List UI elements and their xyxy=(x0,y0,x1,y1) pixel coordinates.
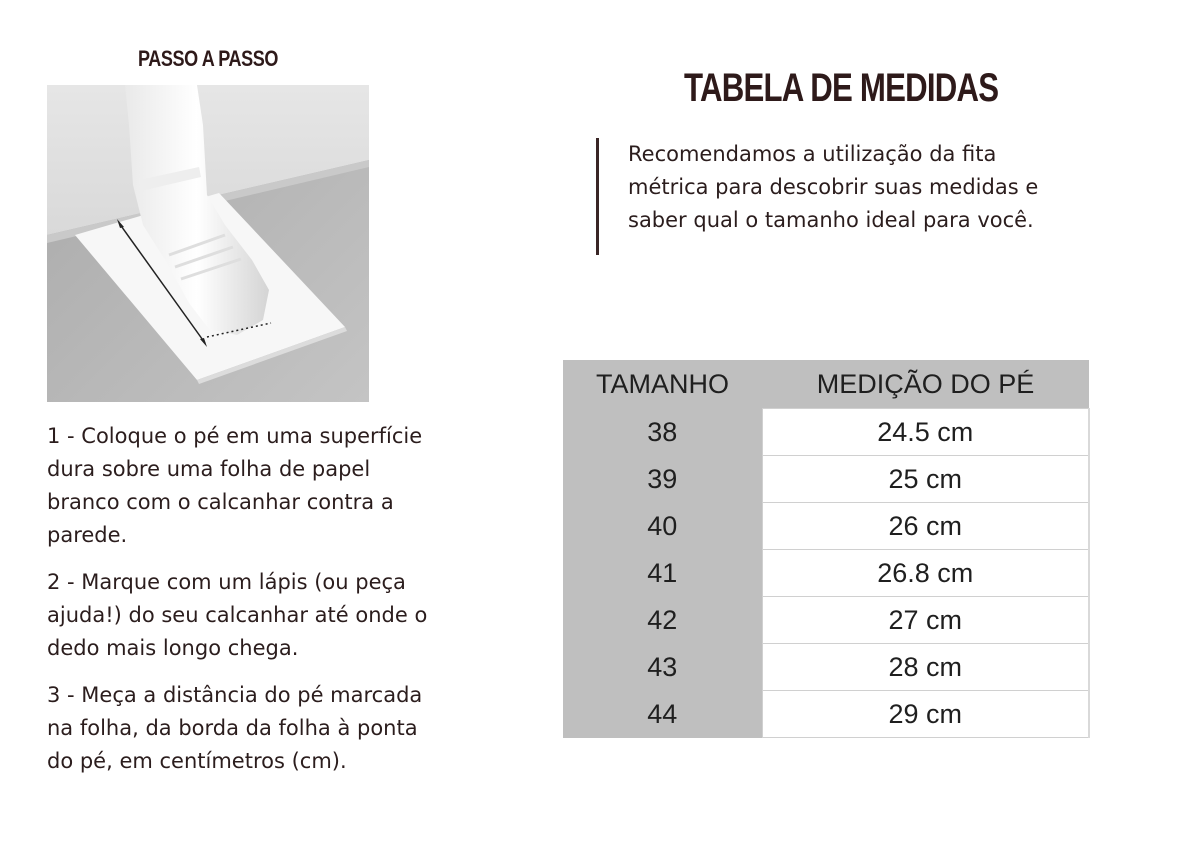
size-cell: 43 xyxy=(563,644,762,691)
measure-cell: 26 cm xyxy=(762,503,1089,550)
measure-cell: 29 cm xyxy=(762,691,1089,738)
steps-list xyxy=(47,420,447,792)
table-row xyxy=(563,503,1089,550)
size-cell: 42 xyxy=(563,597,762,644)
measure-cell: 27 cm xyxy=(762,597,1089,644)
header-measure: MEDIÇÃO DO PÉ xyxy=(762,360,1089,409)
step-3-text: 3 - Meça a distância do pé marcada na folha, da borda da folha à ponta do pé, em centímetros (cm). xyxy=(47,683,423,773)
size-table xyxy=(563,360,1090,738)
table-header-row xyxy=(563,360,1089,409)
steps-title: PASSO A PASSO xyxy=(138,46,279,71)
table-row xyxy=(563,691,1089,738)
size-cell: 40 xyxy=(563,503,762,550)
measure-cell: 28 cm xyxy=(762,644,1089,691)
table-row xyxy=(563,644,1089,691)
quote-bar xyxy=(596,138,599,255)
size-cell: 41 xyxy=(563,550,762,597)
table-row xyxy=(563,409,1089,456)
measure-cell: 25 cm xyxy=(762,456,1089,503)
header-size: TAMANHO xyxy=(563,360,762,409)
table-row xyxy=(563,456,1089,503)
size-cell: 38 xyxy=(563,409,762,456)
step-1-text: 1 - Coloque o pé em uma superfície dura sobre uma folha de papel branco com o calcanhar contra a parede. xyxy=(47,424,423,547)
table-row xyxy=(563,550,1089,597)
measures-title: TABELA DE MEDIDAS xyxy=(684,66,999,110)
foot-measure-photo xyxy=(47,85,369,402)
size-cell: 44 xyxy=(563,691,762,738)
measure-cell: 24.5 cm xyxy=(762,409,1089,456)
table-row xyxy=(563,597,1089,644)
size-cell: 39 xyxy=(563,456,762,503)
step-2-text: 2 - Marque com um lápis (ou peça ajuda!) do seu calcanhar até onde o dedo mais longo chega. xyxy=(47,570,428,660)
measure-cell: 26.8 cm xyxy=(762,550,1089,597)
measures-intro: Recomendamos a utilização da fita métrica para descobrir suas medidas e saber qual o tamanho ideal para você. xyxy=(628,142,1039,232)
